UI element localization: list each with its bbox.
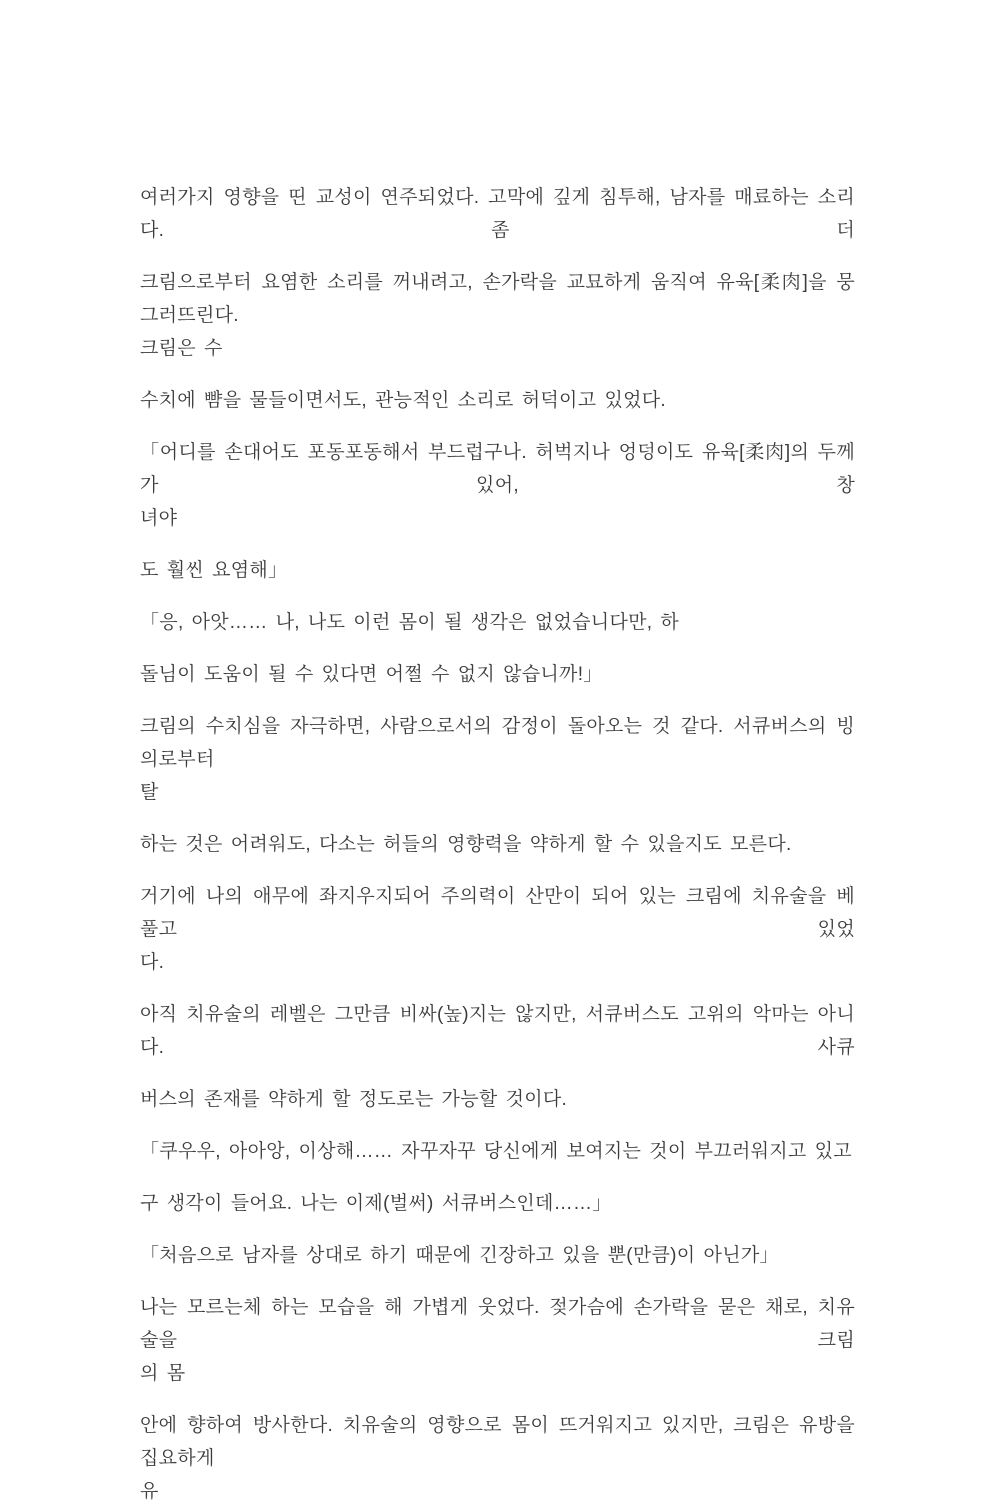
paragraph-17 <box>140 1409 855 1508</box>
text-line: 여러가지 영향을 띤 교성이 연주되었다. 고막에 깊게 침투해, 남자를 매료하는 소리다. 좀 더 <box>140 187 855 241</box>
text-line: 의 몸 <box>140 1363 186 1384</box>
text-line: 「응, 아앗…… 나, 나도 이런 몸이 될 생각은 없었습니다만, 하 <box>140 612 680 633</box>
text-line: 거기에 나의 애무에 좌지우지되어 주의력이 산만이 되어 있는 크림에 치유술을 베풀고 있었 <box>140 886 855 940</box>
paragraph-16 <box>140 1291 855 1390</box>
paragraph-4 <box>140 436 855 535</box>
text-line: 하는 것은 어려워도, 다소는 허들의 영향력을 약하게 할 수 있을지도 모른다. <box>140 834 792 855</box>
text-line: 다. <box>140 952 165 973</box>
paragraph-13 <box>140 1135 855 1168</box>
paragraph-6 <box>140 606 855 639</box>
paragraph-14 <box>140 1187 855 1220</box>
paragraph-1 <box>140 181 855 247</box>
paragraph-9 <box>140 828 855 861</box>
text-line: 「처음으로 남자를 상대로 하기 때문에 긴장하고 있을 뿐(만큼)이 아닌가」 <box>140 1245 779 1266</box>
text-line: 유 <box>140 1481 159 1502</box>
text-line: 크림으로부터 요염한 소리를 꺼내려고, 손가락을 교묘하게 움직여 유육[柔肉]을 뭉그러뜨린다. <box>140 272 855 326</box>
paragraph-10 <box>140 880 855 979</box>
body-text <box>140 181 855 1508</box>
text-line: 아직 치유술의 레벨은 그만큼 비싸(높)지는 않지만, 서큐버스도 고위의 악마는 아니다. 사큐 <box>140 1004 855 1058</box>
text-line: 구 생각이 들어요. 나는 이제(벌써) 서큐버스인데……」 <box>140 1193 612 1214</box>
text-line: 나는 모르는체 하는 모습을 해 가볍게 웃었다. 젖가슴에 손가락을 묻은 채로, 치유술을 크림 <box>140 1297 855 1351</box>
paragraph-12 <box>140 1083 855 1116</box>
text-line: 안에 향하여 방사한다. 치유술의 영향으로 몸이 뜨거워지고 있지만, 크림은 유방을 집요하게 <box>140 1415 855 1469</box>
text-line: 버스의 존재를 약하게 할 정도로는 가능할 것이다. <box>140 1089 568 1110</box>
text-line: 「쿠우우, 아아앙, 이상해…… 자꾸자꾸 당신에게 보여지는 것이 부끄러워지고 있고 <box>140 1141 852 1162</box>
paragraph-15 <box>140 1239 855 1272</box>
text-line: 수치에 뺨을 물들이면서도, 관능적인 소리로 허덕이고 있었다. <box>140 390 666 411</box>
text-line: 「어디를 손대어도 포동포동해서 부드럽구나. 허벅지나 엉덩이도 유육[柔肉]의 두께가 있어, 창 <box>140 442 855 496</box>
paragraph-2 <box>140 266 855 365</box>
text-line: 크림의 수치심을 자극하면, 사람으로서의 감정이 돌아오는 것 같다. 서큐버스의 빙의로부터 <box>140 716 855 770</box>
paragraph-11 <box>140 998 855 1064</box>
text-line: 녀야 <box>140 508 178 529</box>
paragraph-3 <box>140 384 855 417</box>
text-line: 크림은 수 <box>140 338 223 359</box>
text-line: 돌님이 도움이 될 수 있다면 어쩔 수 없지 않습니까!」 <box>140 664 603 685</box>
paragraph-5 <box>140 554 855 587</box>
text-line: 도 훨씬 요염해」 <box>140 560 288 581</box>
paragraph-7 <box>140 658 855 691</box>
paragraph-8 <box>140 710 855 809</box>
text-line: 탈 <box>140 782 159 803</box>
